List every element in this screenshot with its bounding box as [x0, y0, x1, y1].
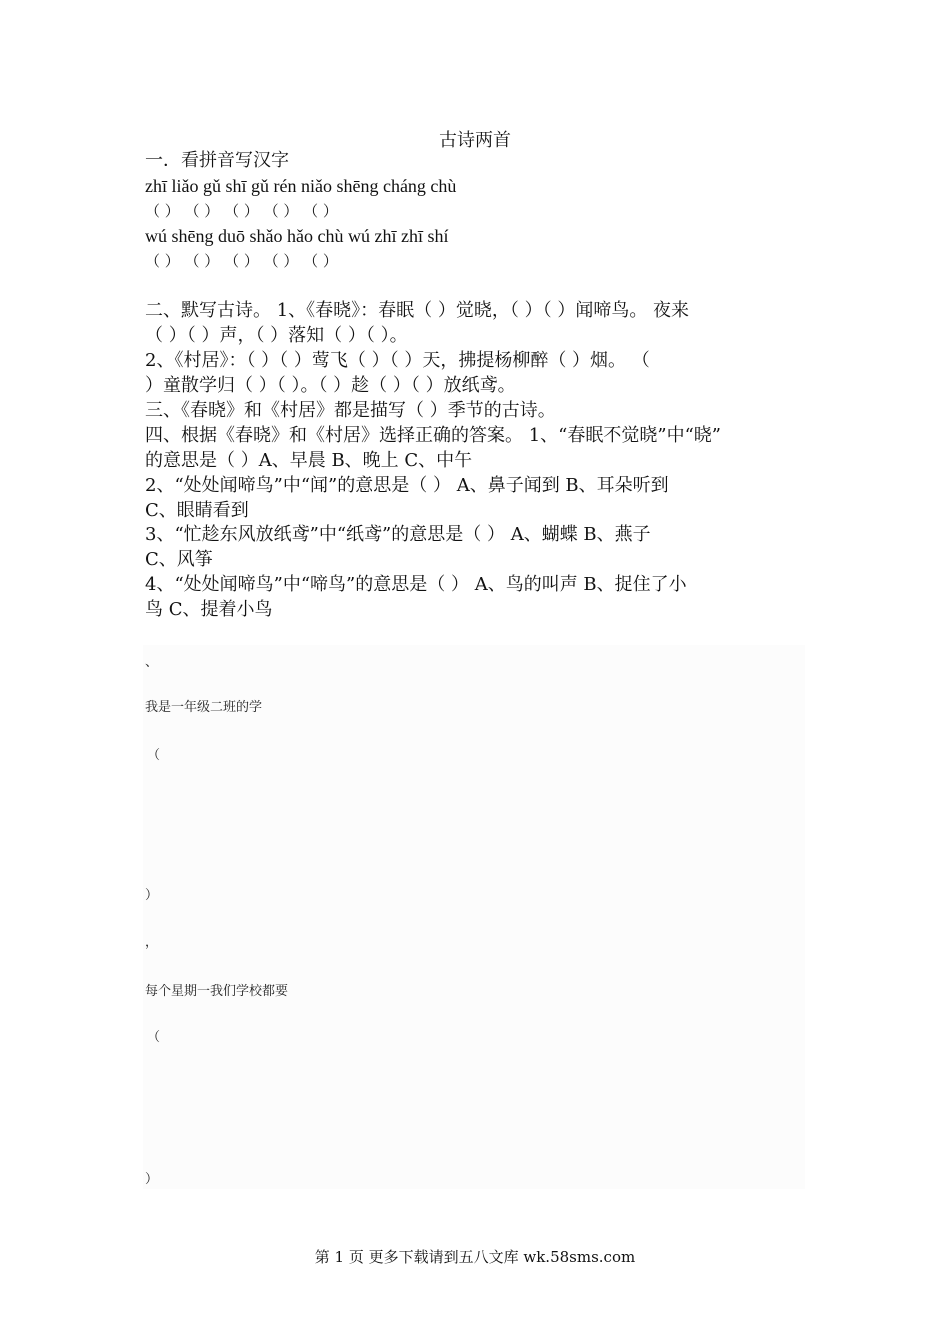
- section1-heading: 一．看拼音写汉字: [145, 150, 289, 171]
- section4-line-6: C、风筝: [145, 549, 213, 570]
- section2-line-3: 2、《村居》：（ ）（ ）莺飞（ ）（ ）天，拂提杨柳醉（ ）烟。 （: [145, 350, 650, 371]
- note-text-2: 每个星期一我们学校都要: [145, 984, 289, 999]
- blanks-row-1: （ ） （ ） （ ） （ ） （ ）: [145, 202, 338, 220]
- section2-line-4: ）童散学归（ ）（ ）。（ ）趁（ ）（ ）放纸鸢。: [145, 375, 516, 396]
- pinyin-row-1: zhī liǎo gǔ shī gǔ rén niǎo shēng cháng chù: [145, 176, 457, 196]
- pinyin-row-2: wú shēng duō shǎo hǎo chù wú zhī zhī shí: [145, 226, 449, 246]
- page-title: 古诗两首: [439, 130, 511, 151]
- note-paren-close-2: ）: [145, 1172, 159, 1187]
- section4-line-5: 3、“忙趁东风放纸鸢”中“纸鸢”的意思是（ ） A、蝴蝶 B、燕子: [145, 524, 651, 545]
- section4-line-2: 的意思是（ ）A、早晨 B、晚上 C、中午: [145, 450, 473, 471]
- blanks-row-2: （ ） （ ） （ ） （ ） （ ）: [145, 252, 338, 270]
- section2-line-2: （ ）（ ）声，（ ）落知（ ）（ ）。: [145, 325, 408, 346]
- note-mark-2: ，: [145, 935, 159, 950]
- section2-line-1: 二、默写古诗。 1、《春晓》：春眠（ ）觉晓，（ ）（ ）闻啼鸟。 夜来: [145, 300, 690, 321]
- note-text-1: 我是一年级二班的学: [145, 700, 263, 715]
- section4-line-4: C、眼睛看到: [145, 500, 249, 521]
- section4-line-7: 4、“处处闻啼鸟”中“啼鸟”的意思是（ ） A、鸟的叫声 B、捉住了小: [145, 574, 687, 595]
- section4-line-8: 鸟 C、提着小鸟: [145, 599, 273, 620]
- page-footer: 第 1 页 更多下载请到五八文库 wk.58sms.com: [314, 1248, 636, 1266]
- note-paren-close-1: ）: [145, 888, 159, 903]
- note-paren-open-2: （: [147, 1030, 161, 1045]
- section3-line-1: 三、《春晓》和《村居》都是描写（ ）季节的古诗。: [145, 400, 556, 421]
- note-paren-open-1: （: [147, 748, 161, 763]
- section4-line-1: 四、根据《春晓》和《村居》选择正确的答案。 1、“春眠不觉晓”中“晓”: [145, 425, 721, 446]
- note-mark-1: 、: [145, 655, 159, 670]
- section4-line-3: 2、“处处闻啼鸟”中“闻”的意思是（ ） A、鼻子闻到 B、耳朵听到: [145, 475, 669, 496]
- shaded-note-block: [143, 645, 805, 1189]
